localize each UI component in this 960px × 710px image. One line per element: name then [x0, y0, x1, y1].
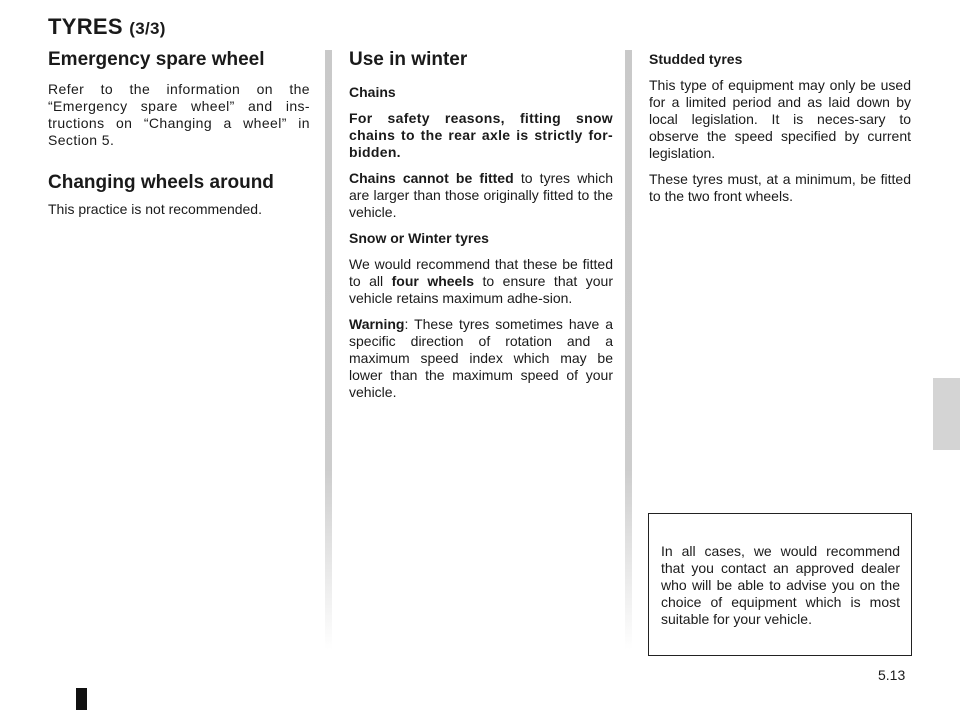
emergency-spare-wheel-heading: Emergency spare wheel [48, 49, 265, 70]
changing-wheels-text: This practice is not recommended. [48, 201, 262, 217]
chains-fit-rest: to tyres which are larger than those originally fitted to the vehicle. [349, 170, 613, 220]
snow-tyres-label: Snow or Winter tyres [349, 230, 489, 246]
snow-text-part-2: to ensure that your vehicle retains maximum adhe-sion. [349, 273, 613, 306]
column-3 [649, 51, 911, 205]
snow-text-part-1: We would recommend that these be fitted to all [349, 256, 613, 289]
warning-label: Warning [349, 316, 405, 332]
use-in-winter-heading: Use in winter [349, 49, 468, 70]
warning-text: : These tyres sometimes have a specific direction of rotation and a maximum speed index which may be lower than the maximum speed of your vehicle. [349, 316, 613, 400]
changing-wheels-heading: Changing wheels around [48, 172, 274, 193]
chains-fit-bold: Chains cannot be fitted [349, 170, 514, 186]
title-part-indicator: (3/3) [129, 19, 166, 38]
chains-label: Chains [349, 84, 396, 100]
page-title [48, 14, 166, 40]
title-text: TYRES [48, 14, 123, 39]
studded-tyres-text-1: This type of equipment may only be used for a limited period and as laid down by local legislation. It is neces-sary to observe the speed specified by current legislation. [649, 77, 911, 161]
column-2 [349, 49, 613, 401]
page-number: 5.13 [878, 667, 906, 683]
four-wheels-bold: four wheels [391, 273, 475, 289]
snow-tyres-text [349, 256, 613, 307]
column-divider-left [325, 50, 332, 650]
emergency-spare-wheel-text: Refer to the information on the “Emergency spare wheel” and ins-tructions on “Changing a wheel” in Section 5. [48, 81, 310, 148]
corner-crop-mark [76, 688, 87, 710]
studded-tyres-text-2: These tyres must, at a minimum, be fitted to the two front wheels. [649, 171, 911, 204]
recommendation-note-text: In all cases, we would recommend that you contact an approved dealer who will be able to advise you on the choice of equipment which is most suitable for your vehicle. [661, 543, 900, 627]
chains-warning: For safety reasons, fitting snow chains to the rear axle is strictly for-bidden. [349, 110, 613, 160]
studded-tyres-label: Studded tyres [649, 51, 743, 67]
warning-paragraph [349, 316, 613, 401]
column-1 [48, 49, 310, 218]
chains-fit-text [349, 170, 613, 221]
column-divider-right [625, 50, 632, 650]
section-tab [933, 378, 960, 450]
